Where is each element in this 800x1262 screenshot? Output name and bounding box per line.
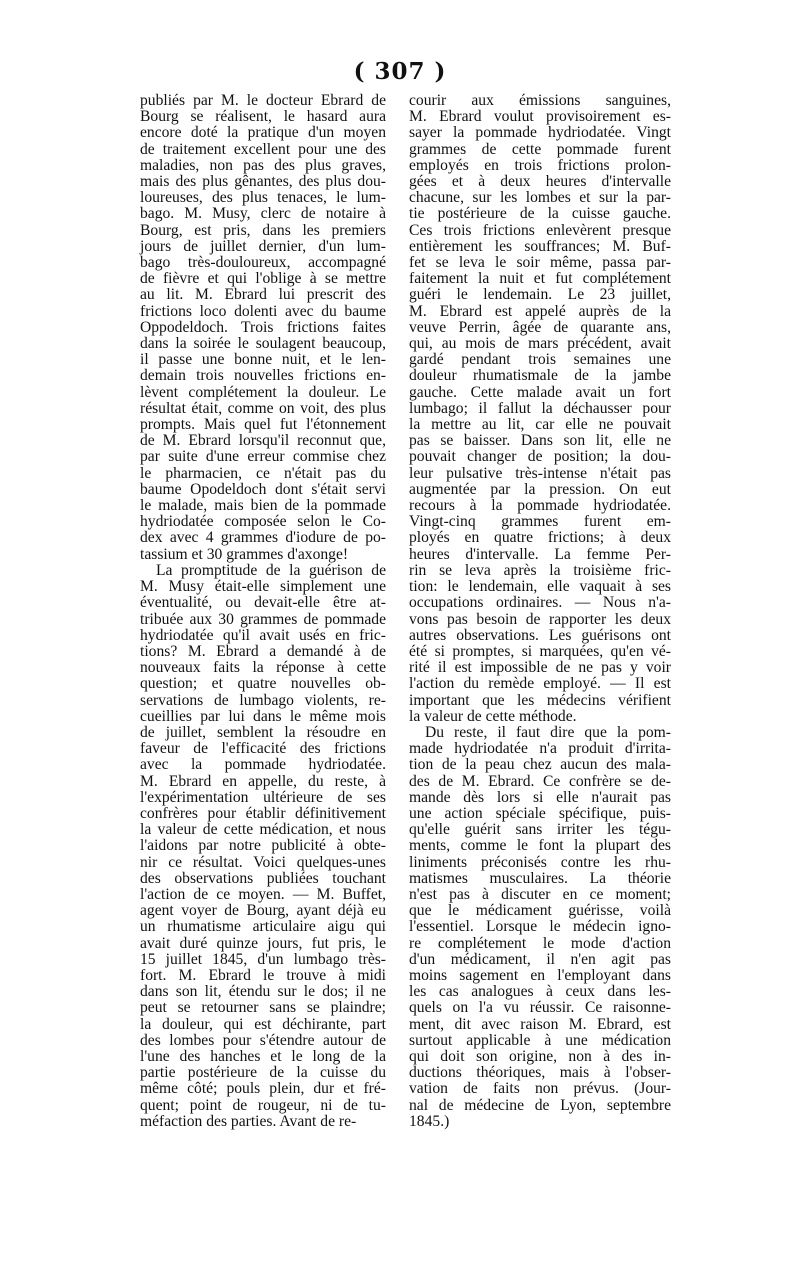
text-line: mais des plus gênantes, des plus dou-	[140, 173, 386, 191]
text-line: veuve Perrin, âgée de quarante ans,	[409, 318, 671, 336]
text-line: nal de médecine de Lyon, septembre	[409, 1096, 671, 1114]
text-line: gées et à deux heures d'intervalle	[409, 173, 671, 191]
text-line: frictions loco dolenti avec du baume	[140, 302, 386, 320]
text-line: hydriodatée qu'il avait usés en fric-	[140, 626, 386, 644]
text-line: vation de faits non prévus. (Jour-	[409, 1080, 671, 1098]
text-line: rin se leva après la troisième fric-	[409, 561, 671, 579]
text-line: qui, au mois de mars précédent, avait	[409, 335, 671, 353]
text-line: liniments préconisés contre les rhu-	[409, 853, 671, 871]
text-line: augmentée par la pression. On eut	[409, 480, 671, 498]
text-line: matismes musculaires. La théorie	[409, 869, 671, 887]
text-line: l'action du remède employé. — Il est	[409, 675, 671, 693]
text-line: publiés par M. le docteur Ebrard de	[140, 92, 386, 109]
text-line: gauche. Cette malade avait un fort	[409, 383, 671, 401]
text-line: lumbago; il fallut la déchausser pour	[409, 399, 671, 417]
text-line: de M. Ebrard lorsqu'il reconnut que,	[140, 432, 386, 450]
text-line: jours de juillet dernier, d'un lum-	[140, 237, 386, 255]
text-line: gardé pendant trois semaines une	[409, 351, 671, 369]
text-line: fet se leva le soir même, passa par-	[409, 254, 671, 272]
text-line: 15 juillet 1845, d'un lumbago très-	[140, 950, 386, 968]
text-line: bago. M. Musy, clerc de notaire à	[140, 205, 386, 223]
text-line: bago très-douloureux, accompagné	[140, 254, 386, 272]
text-line: il passe une bonne nuit, et le len-	[140, 351, 386, 369]
text-line: avec la pommade hydriodatée.	[140, 756, 386, 774]
text-line: de juillet, semblent la résoudre en	[140, 723, 386, 741]
text-line: éventualité, ou devait-elle être at-	[140, 594, 386, 612]
text-line: heures d'intervalle. La femme Per-	[409, 545, 671, 563]
text-line: méfaction des parties. Avant de re-	[140, 1112, 357, 1130]
text-line: résultat était, comme on voit, des plus	[140, 399, 386, 417]
text-line: le pharmacien, ce n'était pas du	[140, 464, 386, 482]
text-line: quent; point de rougeur, ni de tu-	[140, 1096, 386, 1114]
text-line: hydriodatée composée selon le Co-	[140, 513, 386, 531]
text-line: nir ce résultat. Voici quelques-unes	[140, 853, 386, 871]
text-line: chacune, sur les lombes et sur la par-	[409, 189, 671, 207]
text-line: cueillies par lui dans le même mois	[140, 707, 386, 725]
text-line: des lombes pour s'étendre autour de	[140, 1031, 386, 1049]
text-line: tion de la peau chez aucun des mala-	[409, 756, 671, 774]
text-line: Ces trois frictions enlevèrent presque	[409, 221, 671, 239]
text-line: question; et quatre nouvelles ob-	[140, 675, 386, 693]
text-line: même côté; pouls plein, dur et fré-	[140, 1080, 386, 1098]
text-line: courir aux émissions sanguines,	[409, 92, 671, 109]
text-line: tie postérieure de la cuisse gauche.	[409, 205, 671, 223]
text-line: de fièvre et qui l'oblige à se mettre	[140, 270, 386, 288]
text-line: agent voyer de Bourg, ayant déjà eu	[140, 902, 386, 920]
text-line: l'action de ce moyen. — M. Buffet,	[140, 885, 386, 903]
text-line: par suite d'une erreur commise chez	[140, 448, 386, 466]
text-line: M. Ebrard en appelle, du reste, à	[140, 772, 386, 790]
text-line: des de M. Ebrard. Ce confrère se de-	[409, 772, 671, 790]
text-line: occupations ordinaires. — Nous n'a-	[409, 594, 671, 612]
text-line: vons pas besoin de rapporter les deux	[409, 610, 671, 628]
text-line: ductions théoriques, mais à l'obser-	[409, 1064, 671, 1082]
text-line: pas se baisser. Dans son lit, elle ne	[409, 432, 671, 450]
text-line: Du reste, il faut dire que la pom-	[425, 723, 671, 741]
text-line: made hydriodatée n'a produit d'irrita-	[409, 740, 671, 758]
text-line: été si promptes, si marquées, qu'en vé-	[409, 642, 671, 660]
text-line: M. Ebrard est appelé auprès de la	[409, 302, 671, 320]
text-line: tions? M. Ebrard a demandé à de	[140, 642, 386, 660]
text-line: loureuses, des plus tenaces, le lum-	[140, 189, 386, 207]
text-line: Vingt-cinq grammes furent em-	[409, 513, 671, 531]
text-line: faveur de l'efficacité des frictions	[140, 740, 386, 758]
text-line: moins sagement en l'employant dans	[409, 966, 671, 984]
text-line: peut se retourner sans se plaindre;	[140, 999, 386, 1017]
text-line: quels on l'a vu réussir. Ce raisonne-	[409, 999, 671, 1017]
text-line: servations de lumbago violents, re-	[140, 691, 386, 709]
text-line: important que les médecins vérifient	[409, 691, 671, 709]
text-line: dex avec 4 grammes d'iodure de po-	[140, 529, 386, 547]
text-line: leur pulsative très-intense n'était pas	[409, 464, 671, 482]
text-line: dans la soirée le soulagent beaucoup,	[140, 335, 386, 353]
text-line: baume Opodeldoch dont s'était servi	[140, 480, 386, 498]
text-line: Oppodeldoch. Trois frictions faites	[140, 318, 386, 336]
text-line: ployés en quatre frictions; à deux	[409, 529, 671, 547]
text-line: le malade, mais bien de la pommade	[140, 497, 386, 515]
text-line: recours à la pommade hydriodatée.	[409, 497, 671, 515]
text-line: l'une des hanches et le long de la	[140, 1047, 386, 1065]
text-line: des observations publiées touchant	[140, 869, 386, 887]
text-line: qui doit son origine, non à des in-	[409, 1047, 671, 1065]
text-line: au lit. M. Ebrard lui prescrit des	[140, 286, 386, 304]
text-line: tribuée aux 30 grammes de pommade	[140, 610, 386, 628]
text-line: sayer la pommade hydriodatée. Vingt	[409, 124, 671, 142]
text-line: la mettre au lit, car elle ne pouvait	[409, 416, 671, 434]
text-line: re complétement le mode d'action	[409, 934, 671, 952]
text-line: M. Musy était-elle simplement une	[140, 578, 386, 596]
text-line: partie postérieure de la cuisse du	[140, 1064, 386, 1082]
text-line: surtout applicable à une médication	[409, 1031, 671, 1049]
text-line: autres observations. Les guérisons ont	[409, 626, 671, 644]
text-line: les cas analogues à ceux dans les-	[409, 983, 671, 1001]
text-line: confrères pour établir définitivement	[140, 804, 386, 822]
text-line: douleur rhumatismale de la jambe	[409, 367, 671, 385]
text-line: prompts. Mais quel fut l'étonnement	[140, 416, 386, 434]
text-line: qu'elle guérit sans irriter les tégu-	[409, 821, 671, 839]
text-line: guéri le lendemain. Le 23 juillet,	[409, 286, 671, 304]
text-line: lèvent complétement la douleur. Le	[140, 383, 386, 401]
text-line: faitement la nuit et fut complétement	[409, 270, 671, 288]
text-line: grammes de cette pommade furent	[409, 140, 671, 158]
text-line: l'expérimentation ultérieure de ses	[140, 788, 386, 806]
text-line: pouvait changer de position; la dou-	[409, 448, 671, 466]
text-line: Bourg se réalisent, le hasard aura	[140, 108, 386, 126]
text-line: n'est pas à discuter en ce moment;	[409, 885, 671, 903]
text-line: ment, dit avec raison M. Ebrard, est	[409, 1015, 671, 1033]
text-line: la valeur de cette méthode.	[409, 707, 577, 725]
text-line: Bourg, est pris, dans les premiers	[140, 221, 386, 239]
left-column	[140, 93, 386, 1130]
text-line: la valeur de cette médication, et nous	[140, 821, 386, 839]
text-line: La promptitude de la guérison de	[156, 561, 386, 579]
text-line: un rhumatisme articulaire aigu qui	[140, 918, 386, 936]
text-line: avait duré quinze jours, fut pris, le	[140, 934, 386, 952]
text-line: mande dès lors si elle n'aurait pas	[409, 788, 671, 806]
text-line: rité il est impossible de ne pas y voir	[409, 659, 671, 677]
text-line: que le médicament guérisse, voilà	[409, 902, 671, 920]
text-line: la douleur, qui est déchirante, part	[140, 1015, 386, 1033]
text-line: entièrement les souffrances; M. Buf-	[409, 237, 671, 255]
page-number: ( 307 )	[353, 58, 447, 85]
right-column	[409, 93, 671, 1130]
text-line: d'un médicament, il n'en agit pas	[409, 950, 671, 968]
text-line: ments, comme le font la plupart des	[409, 837, 671, 855]
text-line: fort. M. Ebrard le trouve à midi	[140, 966, 386, 984]
text-line: maladies, non pas des plus graves,	[140, 156, 386, 174]
text-line: une action spéciale spécifique, puis-	[409, 804, 671, 822]
text-line: M. Ebrard voulut provisoirement es-	[409, 108, 671, 126]
text-line: 1845.)	[409, 1112, 450, 1130]
text-line: tion: le lendemain, elle vaquait à ses	[409, 578, 671, 596]
text-line: demain trois nouvelles frictions en-	[140, 367, 386, 385]
text-line: l'aidons par notre publicité à obte-	[140, 837, 386, 855]
text-line: encore doté la pratique d'un moyen	[140, 124, 386, 142]
text-line: l'essentiel. Lorsque le médecin igno-	[409, 918, 671, 936]
text-line: tassium et 30 grammes d'axonge!	[140, 545, 349, 563]
text-line: employés en trois frictions prolon-	[409, 156, 671, 174]
text-line: de traitement excellent pour une des	[140, 140, 386, 158]
text-line: nouveaux faits la réponse à cette	[140, 659, 386, 677]
text-line: dans son lit, étendu sur le dos; il ne	[140, 983, 386, 1001]
